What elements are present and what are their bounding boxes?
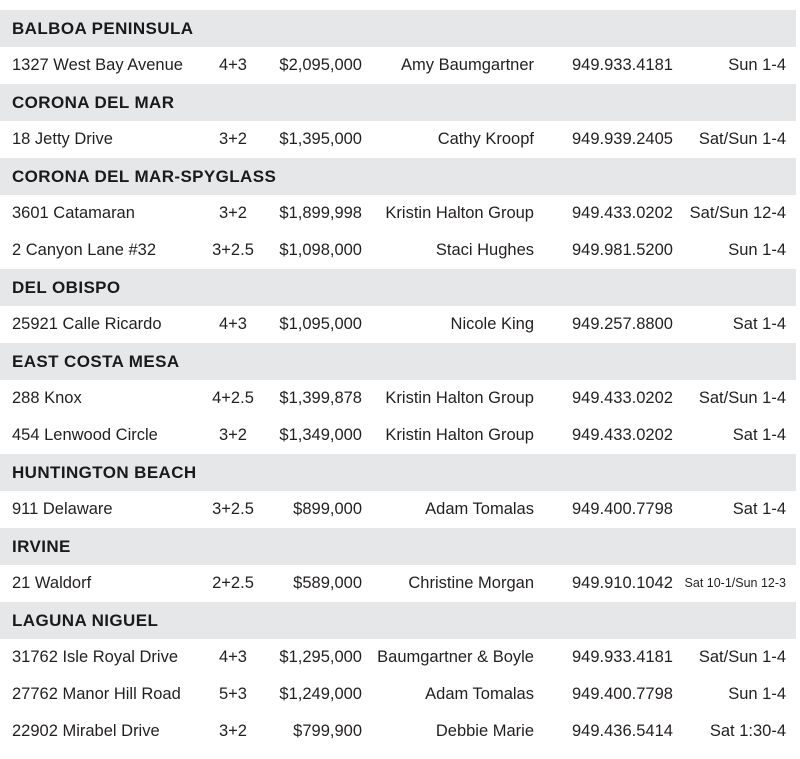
listing-phone: 949.433.0202 (572, 389, 673, 407)
listing-rooms: 4+3 (219, 648, 247, 666)
listing-agent: Christine Morgan (408, 574, 534, 592)
listing-address: 1327 West Bay Avenue (12, 56, 183, 74)
listing-phone: 949.433.0202 (572, 204, 673, 222)
listing-agent: Staci Hughes (435, 241, 534, 259)
listing-address: 25921 Calle Ricardo (12, 315, 162, 333)
listing-row (0, 306, 796, 343)
listing-price: $589,000 (293, 574, 362, 592)
listing-phone: 949.933.4181 (572, 648, 673, 666)
section-header: LAGUNA NIGUEL (0, 602, 796, 639)
listing-phone: 949.433.0202 (572, 426, 673, 444)
listing-address: 911 Delaware (12, 500, 113, 518)
listing-address: 22902 Mirabel Drive (12, 722, 160, 740)
listing-row (0, 195, 796, 232)
listing-row (0, 417, 796, 454)
listing-price: $1,249,000 (279, 685, 362, 703)
listing-price: $1,395,000 (279, 130, 362, 148)
listing-price: $799,900 (293, 722, 362, 740)
listing-price: $1,349,000 (279, 426, 362, 444)
listing-row (0, 380, 796, 417)
open-house-listings (0, 10, 796, 750)
listing-address: 2 Canyon Lane #32 (12, 241, 157, 259)
listing-price: $1,399,878 (279, 389, 362, 407)
listing-address: 454 Lenwood Circle (12, 426, 158, 444)
listing-rooms: 3+2 (219, 426, 247, 444)
section-header: CORONA DEL MAR (0, 84, 796, 121)
section-header: BALBOA PENINSULA (0, 10, 796, 47)
listing-rooms: 4+3 (219, 315, 247, 333)
listing-open-house-time: Sun 1-4 (728, 241, 786, 259)
section-header: IRVINE (0, 528, 796, 565)
listing-rooms: 5+3 (219, 685, 247, 703)
listing-rooms: 3+2 (219, 130, 247, 148)
listing-phone: 949.257.8800 (572, 315, 673, 333)
listing-phone: 949.939.2405 (572, 130, 673, 148)
listing-row (0, 232, 796, 269)
listing-price: $1,899,998 (279, 204, 362, 222)
listing-price: $1,295,000 (279, 648, 362, 666)
listing-address: 18 Jetty Drive (12, 130, 113, 148)
listing-agent: Kristin Halton Group (385, 426, 534, 444)
listing-open-house-time: Sat/Sun 12-4 (689, 204, 786, 222)
listing-phone: 949.400.7798 (572, 685, 673, 703)
listing-phone: 949.436.5414 (572, 722, 673, 740)
listing-open-house-time: Sun 1-4 (728, 56, 786, 74)
listing-agent: Cathy Kroopf (437, 130, 534, 148)
listing-address: 31762 Isle Royal Drive (12, 648, 178, 666)
section-header: EAST COSTA MESA (0, 343, 796, 380)
listing-agent: Debbie Marie (435, 722, 534, 740)
listing-rooms: 2+2.5 (212, 574, 254, 592)
listing-phone: 949.981.5200 (572, 241, 673, 259)
listing-agent: Baumgartner & Boyle (377, 648, 534, 666)
listing-rooms: 4+2.5 (212, 389, 254, 407)
listing-open-house-time: Sat 1-4 (732, 426, 786, 444)
listing-open-house-time: Sat 1-4 (732, 500, 786, 518)
listing-address: 288 Knox (12, 389, 82, 407)
listing-phone: 949.933.4181 (572, 56, 673, 74)
listing-row (0, 565, 796, 602)
listing-open-house-time: Sun 1-4 (728, 685, 786, 703)
listing-rooms: 3+2.5 (212, 500, 254, 518)
section-header: CORONA DEL MAR-SPYGLASS (0, 158, 796, 195)
listing-address: 27762 Manor Hill Road (12, 685, 181, 703)
listing-phone: 949.400.7798 (572, 500, 673, 518)
listing-row (0, 47, 796, 84)
section-header: DEL OBISPO (0, 269, 796, 306)
listing-agent: Kristin Halton Group (385, 389, 534, 407)
listing-open-house-time: Sat 10-1/Sun 12-3 (684, 576, 786, 590)
listing-open-house-time: Sat/Sun 1-4 (698, 648, 786, 666)
listing-open-house-time: Sat 1-4 (732, 315, 786, 333)
listing-agent: Nicole King (450, 315, 534, 333)
listing-price: $1,095,000 (279, 315, 362, 333)
listing-address: 3601 Catamaran (12, 204, 135, 222)
section-header: HUNTINGTON BEACH (0, 454, 796, 491)
listing-row (0, 639, 796, 676)
listing-open-house-time: Sat/Sun 1-4 (698, 389, 786, 407)
listing-agent: Adam Tomalas (425, 685, 534, 703)
listing-phone: 949.910.1042 (572, 574, 673, 592)
listing-row (0, 491, 796, 528)
listing-rooms: 3+2 (219, 722, 247, 740)
listing-address: 21 Waldorf (12, 574, 92, 592)
listing-open-house-time: Sat 1:30-4 (709, 722, 786, 740)
listing-rooms: 4+3 (219, 56, 247, 74)
listing-row (0, 713, 796, 750)
listing-price: $2,095,000 (279, 56, 362, 74)
listing-open-house-time: Sat/Sun 1-4 (698, 130, 786, 148)
listing-row (0, 676, 796, 713)
listing-price: $1,098,000 (279, 241, 362, 259)
listing-rooms: 3+2.5 (212, 241, 254, 259)
listing-agent: Kristin Halton Group (385, 204, 534, 222)
listing-agent: Amy Baumgartner (401, 56, 534, 74)
listing-row (0, 121, 796, 158)
listing-agent: Adam Tomalas (425, 500, 534, 518)
listing-price: $899,000 (293, 500, 362, 518)
listing-rooms: 3+2 (219, 204, 247, 222)
